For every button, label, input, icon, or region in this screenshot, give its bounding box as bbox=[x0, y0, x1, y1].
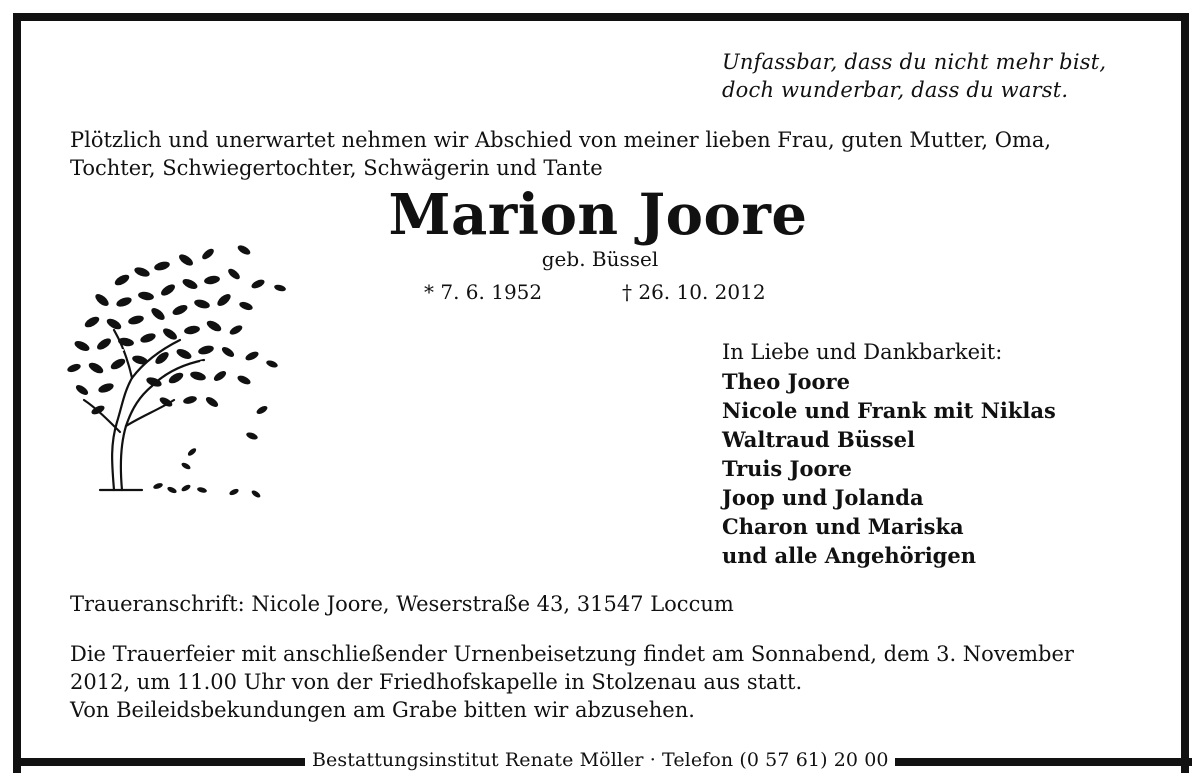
birth-date: * 7. 6. 1952 bbox=[424, 280, 543, 304]
mourner-name: und alle Angehörigen bbox=[722, 543, 976, 568]
mourner-name: Theo Joore bbox=[722, 369, 850, 394]
intro-line-2: Tochter, Schwiegertochter, Schwägerin und Tante bbox=[70, 156, 603, 180]
bottom-border-left bbox=[13, 758, 305, 766]
intro-text bbox=[70, 126, 1051, 182]
motto-quote bbox=[722, 48, 1106, 104]
motto-line-2: doch wunderbar, dass du warst. bbox=[722, 78, 1069, 102]
ceremony-line-1: Die Trauerfeier mit anschließender Urnenbeisetzung findet am Sonnabend, dem 3. November bbox=[70, 642, 1074, 666]
maiden-name: geb. Büssel bbox=[541, 247, 659, 271]
death-date: † 26. 10. 2012 bbox=[622, 280, 766, 304]
ceremony-line-2: 2012, um 11.00 Uhr von der Friedhofskapelle in Stolzenau aus statt. bbox=[70, 670, 803, 694]
bottom-border-right bbox=[895, 758, 1192, 766]
mourner-name: Nicole und Frank mit Niklas bbox=[722, 398, 1056, 423]
deceased-name: Marion Joore bbox=[388, 182, 808, 248]
ceremony-notice bbox=[70, 640, 1074, 724]
mourner-name: Charon und Mariska bbox=[722, 514, 964, 539]
mourner-name: Truis Joore bbox=[722, 456, 852, 481]
mourners-lead: In Liebe und Dankbarkeit: bbox=[722, 340, 1003, 364]
mourner-name: Joop und Jolanda bbox=[722, 485, 924, 510]
ceremony-line-3: Von Beileidsbekundungen am Grabe bitten wir abzusehen. bbox=[70, 698, 695, 722]
mourning-address: Traueranschrift: Nicole Joore, Weserstraße 43, 31547 Loccum bbox=[70, 592, 734, 616]
funeral-home-footer: Bestattungsinstitut Renate Möller · Telefon (0 57 61) 20 00 bbox=[312, 749, 889, 771]
wind-blown-tree-icon bbox=[62, 240, 292, 510]
motto-line-1: Unfassbar, dass du nicht mehr bist, bbox=[722, 50, 1107, 74]
mourners-list bbox=[722, 338, 1056, 570]
intro-line-1: Plötzlich und unerwartet nehmen wir Abschied von meiner lieben Frau, guten Mutter, Oma, bbox=[70, 128, 1052, 152]
mourner-name: Waltraud Büssel bbox=[722, 427, 915, 452]
